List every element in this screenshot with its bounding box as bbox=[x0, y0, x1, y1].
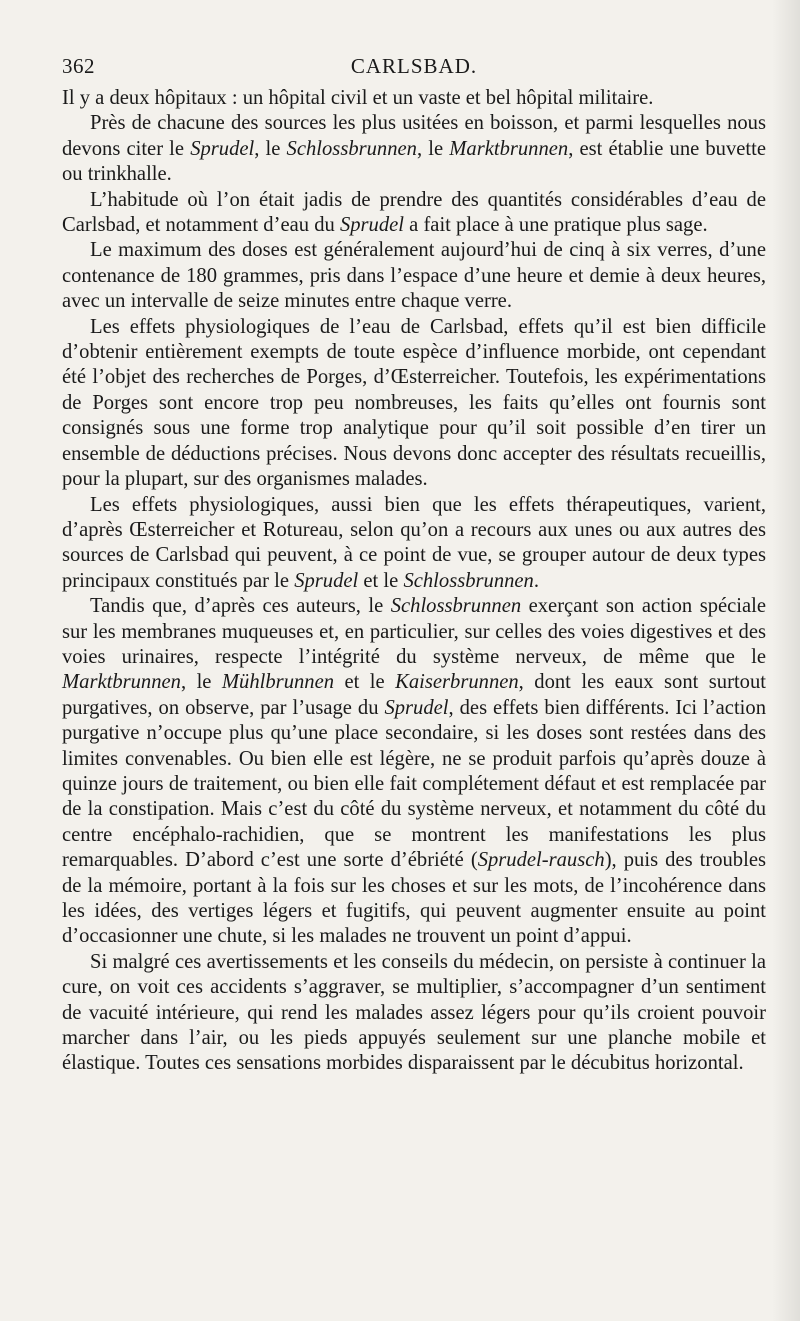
page-number: 362 bbox=[62, 54, 95, 78]
italic-term: Schlossbrunnen bbox=[286, 137, 417, 160]
body-text bbox=[62, 86, 766, 1077]
paragraph bbox=[62, 111, 766, 187]
text-run: a fait place à une pratique plus sage. bbox=[404, 214, 708, 237]
text-run: . bbox=[533, 569, 540, 592]
italic-term: Schlossbrunnen bbox=[390, 595, 522, 618]
paragraph bbox=[62, 315, 766, 493]
text-run: et le bbox=[358, 569, 404, 592]
italic-term: Sprudel bbox=[384, 696, 449, 719]
text-run: exerçant son action spéciale sur les membranes muqueuses et, en particulier, sur celles des voies digestives et des voies urinaires, respecte l’intégrité du système nerveux, de même que le bbox=[62, 595, 767, 668]
paragraph bbox=[62, 594, 766, 950]
paragraph bbox=[62, 188, 766, 239]
italic-term: Kaiserbrunnen bbox=[395, 671, 519, 694]
paragraph bbox=[62, 950, 766, 1077]
text-run: , dont les eaux sont surtout purgatives, on observe, par l’usage du bbox=[62, 671, 767, 719]
text-run: L’habitude où l’on était jadis de prendre des quantités considérables d’eau de Carlsbad, et notamment d’eau du bbox=[62, 188, 766, 237]
text-run: Les effets physiologiques, aussi bien que les effets thérapeutiques, varient, d’après Œsterreicher et Rotureau, selon qu’on a recours aux unes ou aux autres des sources de Carlsbad qui peuvent, à ce point de vue, se grouper autour de deux types principaux constitués par le bbox=[62, 493, 766, 592]
text-run: Les effets physiologiques de l’eau de Carlsbad, effets qu’il est bien difficile d’obtenir entièrement exempts de toute espèce d’influence morbide, ont cependant été l’objet des recherches de Porges, d’Œsterreicher. Toutefois, les expérimentations de Porges sont encore trop peu nombreuses, les faits qu’elles ont fournis sont consignés sous une forme trop analytique pour qu’il soit possible d’en tirer un ensemble de déductions précises. Nous devons donc accepter des résultats recueillis, pour la plupart, sur des organismes malades. bbox=[62, 315, 766, 491]
text-run: , est établie une buvette ou trinkhalle. bbox=[62, 137, 767, 186]
text-run: Il y a deux hôpitaux : un hôpital civil et un vaste et bel hôpital militaire. bbox=[62, 87, 654, 109]
text-run: , le bbox=[254, 137, 287, 160]
text-run: , le bbox=[180, 671, 222, 694]
running-title: CARLSBAD. bbox=[350, 54, 478, 78]
text-run: ), puis des troubles de la mémoire, portant à la fois sur les choses et sur les mots, de l’incohérence dans les idées, des vertiges légers et fugitifs, qui peuvent augmenter ensuite au point d’occasionner une chute, si les malades ne trouvent un point d’appui. bbox=[62, 849, 766, 948]
paragraph bbox=[62, 493, 766, 595]
italic-term: Sprudel bbox=[190, 137, 255, 160]
italic-term: Marktbrunnen bbox=[449, 137, 569, 160]
italic-term: Mühlbrunnen bbox=[221, 671, 335, 694]
text-run: Le maximum des doses est généralement aujourd’hui de cinq à six verres, d’une contenance de 180 grammes, pris dans l’espace d’une heure et demie à deux heures, avec un intervalle de seize minutes entre chaque verre. bbox=[62, 239, 766, 313]
italic-term: Marktbrunnen bbox=[62, 671, 181, 694]
text-run: et le bbox=[334, 671, 396, 694]
paragraph bbox=[62, 238, 766, 314]
italic-term: Sprudel-rausch bbox=[477, 849, 605, 872]
italic-term: Sprudel bbox=[294, 569, 359, 592]
text-run: , le bbox=[416, 137, 450, 160]
italic-term: Schlossbrunnen bbox=[403, 569, 534, 592]
italic-term: Sprudel bbox=[339, 214, 405, 237]
page-header bbox=[62, 52, 766, 86]
text-run: Tandis que, d’après ces auteurs, le bbox=[90, 595, 391, 618]
paragraph bbox=[62, 86, 766, 111]
text-run: , des effets bien différents. Ici l’action purgative n’occupe plus qu’une place secondaire, si les doses sont restées dans des limites convenables. Ou bien elle est légère, ne se produit parfois qu’après douze à quinze jours de traitement, ou bien elle fait complétement défaut et est remplacée par de la constipation. Mais c’est du côté du système nerveux, et notamment du côté du centre encéphalo-rachidien, que se montrent les manifestations les plus remarquables. D’abord c’est une sorte d’ébriété ( bbox=[62, 696, 766, 872]
text-run: Si malgré ces avertissements et les conseils du médecin, on persiste à continuer la cure, on voit ces accidents s’aggraver, se multiplier, s’accompagner d’un sentiment de vacuité intérieure, qui rend les malades assez légers pour qu’ils croient pouvoir marcher dans l’air, ou les pieds appuyés seulement sur une planche mobile et élastique. Toutes ces sensations morbides disparaissent par le décubitus horizontal. bbox=[62, 950, 766, 1075]
text-run: Près de chacune des sources les plus usitées en boisson, et parmi lesquelles nous devons citer le bbox=[62, 112, 766, 160]
